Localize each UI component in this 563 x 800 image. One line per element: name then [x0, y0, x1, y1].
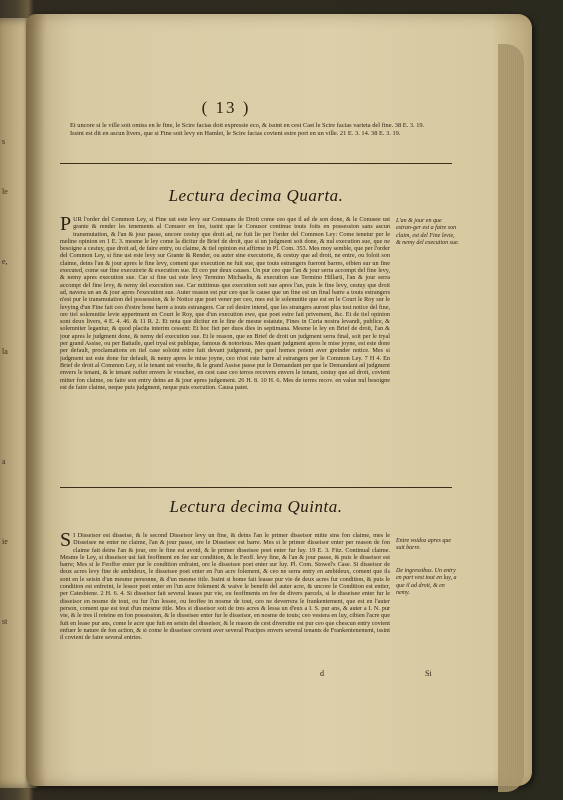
- intro-line: Et uncore si le ville soit omiss en le fine, le Scire facias doit expressie eco, & issint en cest Cast le Scire facias varieta del fine. 38 E. 3. 19.: [70, 122, 425, 129]
- margin-note: Entre voidoz apres que suit barre.: [396, 538, 452, 552]
- page-edge-stack: [498, 44, 524, 792]
- section-heading-quinta: Lectura decima Quinta.: [169, 497, 343, 516]
- signature-mark: d: [320, 669, 324, 678]
- margin-note: L'an & jour en que estran-ger est a faire son claim, est del Fine levie, & nemy del execution sue.: [396, 218, 460, 247]
- left-page-edge: s le e, la a ie st: [0, 18, 40, 788]
- section-body-quinta: [60, 532, 390, 664]
- section-divider: [60, 487, 452, 488]
- section-text: UR l'order del Common Ley, si Fine ust este levy sur Conusans de Droit come ceo que il ad de son done, & le Conusee ust grante & render les tenements al Conusor en fee, issint que le Conusor continue touts foits en possession sans ascun transmutation, & l'an & jour passe, uncore cestuy que droit ad, ne fuit lie per l'order del Common Ley: Come tenetur per le meline opinion en 1 E. 3. mesme le ley come la dicitur de Brief de droit, que si un judgment soit done, & nul execution sue, que ne besoigne a cestuy, que droit ad, de faire entry, ou claime, & tiel opinion est affirme in Pl. Com. 353. Mes moy semble, que per l'order del Common Ley, si fine ust este levy sur Grante & Render, ou auter sine executorie, & cestuy que ad droit, ne entre, ou foloit son claime, deins l'an & jour apres le fine levy, coment que execution ne fuit sue, que touts estrangers fueront barres, eibien sur un fine executed, come sur fine executorie & execution sue. Et ceo pur deux causes. Un pur ceo que l'an & jour serra accompt del fine levy, & nemy apres execution sue. Car si fine ust este levy Termino Michaelis, & execution sue Termino Hillarii, l'an & jour serra accompt del fine levy, & nemy del execution sue. Car mittimus que execution soit sue apres l'an, puis le fine levy, cestuy que droit ad, navera un an & jour apres l'execution sue. Auter reason est pur ceo que le cause que un fine est un final barre a touts estrangers n'est pur le transmutation del possession, & le Notice que poet vener per ceo, mes est le solemnitie que est en le Court le Roy sur le levying d'un Fine fait ceo d'estre bone barre a touts estrangers. Car cel desire intend, que les strangers auront plus tost notice del fine, ore tiel solemnitie levie appertment en Court le Roy, que d'un execution ewe, que poet estre fait privement, &c. Et de tiel opinion sont deux livers, 4 E. 4. 46. & 11 R. 2. Et nota que dicitur en le fine de mesne estatute, Fines in Curia nostra levandi, publice, & solemniter legantur, & quod placita interim cessent: Et hoc fiet per duos dies in septimana. Mesme le ley en Brief de droit, l'an & jour apres le judgment done, & nemy del execution sue. Et le reason, que en Brief de droit un judgment serra final, soit per le tryal per grand Assise, ou per Battaile, quel tryal est publique, famous & notorious. Mes quant judgment apres le mise joyne, est este done per default, proclamations en tiel case soloint estre fait devant judgment, per quel homes poient aver greinder notice. Mes si judgment ust este done fur default, & nemy apres le mise joyne, ceo n'est este barre al estrangers per le Common Ley. 7 H 4. En Brief de droit al Common Ley, si le tenant ust vouche, & le grand Assise passe pur le Demandant per que le Demandant ad judgment envers le tenant, & le tenant oufter envers le vouchee, en cest case ceo terres recovers envers le tenant, cestuy que ad droit, covient mitter fon claime, ou faire son entry deins an & jour apres judgement. 26 H. 8. 10 H. 6. Mes de terres recov. en value nul besoigne est de faire claime, neque puis judgment, neque puis execution. Causa patet.: [60, 216, 390, 391]
- section-body-quarta: [60, 216, 390, 478]
- intro-line: Issint est dit en ascun livers, que si Fine soit levy en Hamlet, le Scire facias covient estre port en un ville. 21 E. 3. 14. 38 E. 3. 19.: [70, 129, 401, 137]
- catchword: Si: [425, 669, 432, 678]
- margin-note: De ingressibus. Un entry en part vest tout en luy, a que il ad droit, & en nemy.: [396, 568, 457, 597]
- section-text: I Disseisor est disseise, & le second Disseisor levy un fine, & deins l'an le primer disseisor mitte sins fon claime, mes le Disseisee ne enter ne claime, l'an & jour passe, ore le Disseisee est barre. Mes si le primer disseisor enter per reason de fon claime fait deins l'an & jour, ore le fine est avoid, & le primer disseisee poet enter fur luy. 19 E. 3. Fitz. Continual claime. Mesme le Ley, si disseisor ust fait feoffment en fee sur condition, & le Feoff. levy fine, & l'an & jour passe, & puis le disseisor est barre; Mes si le Feoffor enter pur le condition enfraint, ore le disseisee poet enter sur luy. Pl. Com. Stowel's Case. Si disseisor de deux acres levy fine de ambideux, le disseisee poet enter en l'un acre folement, & ceo ne serra entry en ambideux, coment que ils sont en le seisin d'un mesme personne, & d'un mesme title. Issint si home fait leasse pur vie de deux acres fur condition, & puis le condition est enfreint, le lessor poet enter en l'un acre folement & waive le benefit del auter acre, & uncore le Condition est entier, per Catesbiene. 2 H. 6. 4. Si disseisor fait several leases pur vie, ou feoffments en fee de divers parcels, si le disseisee enter fur le disseisor en nosme de tout, ou fur l'un lessee, ou feoffee in nosme de tout, ceo ne deverrera le frankentement, que est en l'auter person, coment que est tout d'un mesme title. Mes si disseisor soit de tres acres & lessa un d'eux a I. S. pur ans, & auter a I. N. pur vie, & le tres il reteine en fon possession, & le disseisee enter fur le disseisor, en nosme de touts; ceo vestera en luy, cibien l'acre que fuit en lease pur ans, come le acre que fuit en seisin del disseisor, & le reason de cest diversitie est pur ceo que chescun entry covient enfuer le nature de fon action, & si come le disseisee covient aver several Pracipes envers several tenants de Frankentenement, issint il covient de faire several entries.: [60, 532, 390, 642]
- drop-cap: P: [60, 216, 72, 235]
- intro-paragraph: [60, 122, 452, 138]
- section-heading-quarta: Lectura decima Quarta.: [168, 186, 344, 205]
- drop-cap: S: [60, 532, 72, 551]
- section-divider: [60, 163, 452, 164]
- page-number: ( 13 ): [201, 98, 251, 117]
